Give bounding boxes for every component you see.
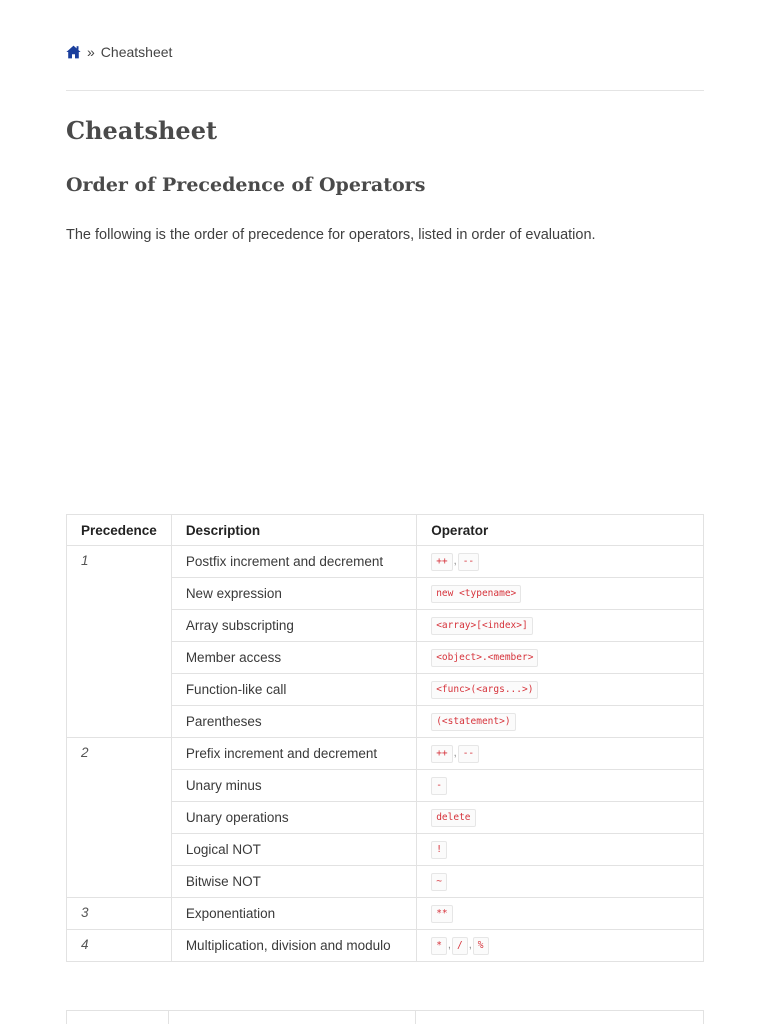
operator-cell	[417, 898, 704, 930]
operator-code: -	[431, 777, 447, 795]
operator-code: ++	[431, 553, 452, 571]
description-cell: Unary operations	[171, 802, 416, 834]
precedence-cell: 2	[67, 738, 172, 898]
table-row	[67, 930, 704, 962]
table-row	[67, 738, 704, 770]
description-cell: Postfix increment and decrement	[171, 546, 416, 578]
operator-code: !	[431, 841, 447, 859]
operator-separator: ,	[468, 939, 472, 951]
operator-code: <object>.<member>	[431, 649, 538, 667]
operator-code: ++	[431, 745, 452, 763]
operator-cell	[417, 770, 704, 802]
description-cell: Array subscripting	[171, 610, 416, 642]
operator-separator: ,	[453, 555, 457, 567]
description-cell: Prefix increment and decrement	[171, 738, 416, 770]
operator-code: <func>(<args...>)	[431, 681, 538, 699]
operator-cell	[417, 546, 704, 578]
table-row	[67, 546, 704, 578]
operator-cell	[417, 930, 704, 962]
precedence-table	[66, 514, 704, 962]
description-cell: Parentheses	[171, 706, 416, 738]
header-description: Description	[171, 515, 416, 546]
table-body	[67, 546, 704, 962]
table-header-row	[67, 515, 704, 546]
operator-code: new <typename>	[431, 585, 521, 603]
operator-cell	[417, 866, 704, 898]
precedence-cell: 3	[67, 898, 172, 930]
operator-code: (<statement>)	[431, 713, 515, 731]
operator-cell	[417, 610, 704, 642]
description-cell: New expression	[171, 578, 416, 610]
operator-cell	[417, 834, 704, 866]
operator-code: delete	[431, 809, 475, 827]
table-row	[67, 898, 704, 930]
operator-code: *	[431, 937, 447, 955]
precedence-cell: 1	[67, 546, 172, 738]
next-table-edge	[66, 1010, 704, 1024]
operator-separator: ,	[453, 747, 457, 759]
description-cell: Bitwise NOT	[171, 866, 416, 898]
breadcrumb-current: Cheatsheet	[100, 44, 173, 60]
header-divider	[66, 90, 704, 91]
operator-cell	[417, 802, 704, 834]
description-cell: Exponentiation	[171, 898, 416, 930]
operator-code: <array>[<index>]	[431, 617, 533, 635]
operator-cell	[417, 738, 704, 770]
breadcrumb	[66, 44, 172, 60]
operator-code: ~	[431, 873, 447, 891]
operator-cell	[417, 642, 704, 674]
description-cell: Unary minus	[171, 770, 416, 802]
operator-code: **	[431, 905, 452, 923]
description-cell: Function-like call	[171, 674, 416, 706]
operator-code: --	[458, 553, 479, 571]
intro-paragraph: The following is the order of precedence for operators, listed in order of evaluation.	[66, 227, 596, 243]
header-operator: Operator	[417, 515, 704, 546]
description-cell: Logical NOT	[171, 834, 416, 866]
operator-code: /	[452, 937, 468, 955]
precedence-cell: 4	[67, 930, 172, 962]
section-title: Order of Precedence of Operators	[66, 174, 426, 196]
home-icon[interactable]	[66, 45, 81, 59]
description-cell: Multiplication, division and modulo	[171, 930, 416, 962]
description-cell: Member access	[171, 642, 416, 674]
operator-cell	[417, 578, 704, 610]
operator-cell	[417, 706, 704, 738]
operator-code: --	[458, 745, 479, 763]
operator-code: %	[473, 937, 489, 955]
operator-cell	[417, 674, 704, 706]
page-title: Cheatsheet	[66, 116, 218, 145]
header-precedence: Precedence	[67, 515, 172, 546]
operator-separator: ,	[447, 939, 451, 951]
breadcrumb-separator: »	[87, 44, 95, 60]
